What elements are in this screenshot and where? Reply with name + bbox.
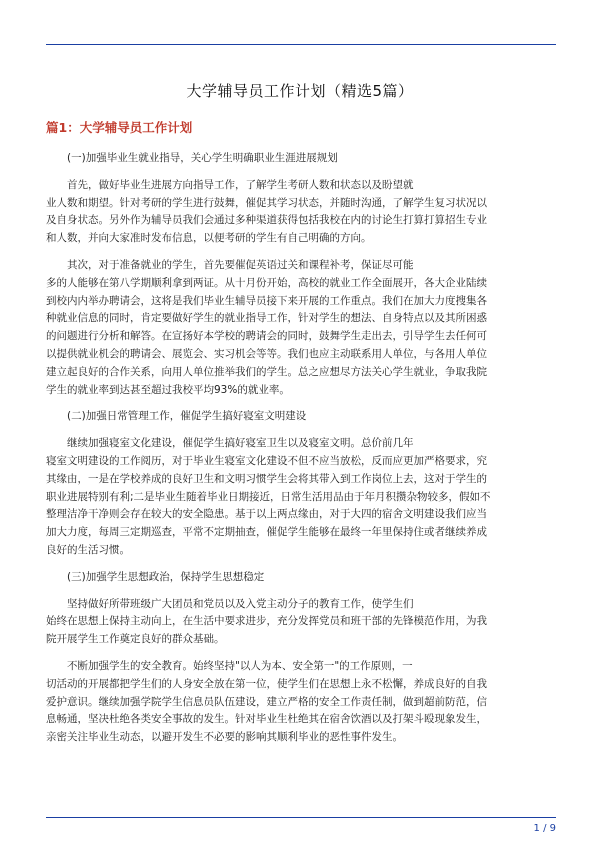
paragraph [46, 596, 556, 649]
text-line: 多的人能够在第八学期顺利拿到两证。从十月份开始，高校的就业工作全面展开，各大企业陆续 [46, 276, 487, 289]
paragraph-spacer [46, 168, 556, 177]
text-line: 息畅通，坚决杜绝各类安全事故的发生。针对毕业生杜绝其在宿舍饮酒以及打架斗殴现象发生， [46, 713, 487, 726]
text-line: 加大力度，每周三定期巡查，平常不定期抽查，催促学生能够在最终一年里保持住或者继续养成 [46, 526, 487, 539]
text-line: 的问题进行分析和解答。在宣扬好本学校的聘请会的同时，鼓舞学生走出去，引导学生去任何可 [46, 330, 487, 343]
text-line: 爱护意识。继续加强学院学生信息员队伍建设，建立严格的安全工作责任制，做到超前防范，信 [46, 695, 487, 708]
text-line: 亲密关注毕业生动态，以避开发生不必要的影响其顺利毕业的恶性事件发生。 [46, 731, 403, 744]
text-line: 继续加强寝室文化建设，催促学生搞好寝室卫生以及寝室文明。总价前几年 [67, 437, 414, 450]
section-title: 篇1：大学辅导员工作计划 [46, 120, 193, 135]
text-line: 不断加强学生的安全教育。始终坚持"以人为本、安全第一"的工作原则，一 [67, 659, 413, 672]
text-line: 首先，做好毕业生进展方向指导工作，了解学生考研人数和状态以及盼望就 [67, 178, 414, 191]
text-line: 院开展学生工作奠定良好的群众基础。 [46, 633, 225, 646]
text-line: 良好的生活习惯。 [46, 543, 130, 556]
text-line: 坚持做好所带班级广大团员和党员以及入党主动分子的教育工作，使学生们 [67, 597, 414, 610]
paragraph-spacer [46, 587, 556, 596]
text-line: 整理洁净干净则会存在较大的安全隐患。基于以上两点缘由，对于大四的宿舍文明建设我们应当 [46, 508, 487, 521]
text-line: 其缘由，一是在学校养成的良好卫生和文明习惯学生会将其带入到工作岗位上去，这对于学生的 [46, 472, 487, 485]
text-line: 到校内内举办聘请会，这将是我们毕业生辅导员接下来开展的工作重点。我们在加大力度搜集各 [46, 294, 487, 307]
document-title: 大学辅导员工作计划（精选5篇） [186, 82, 414, 100]
paragraph-spacer [46, 399, 556, 408]
paragraph-spacer [46, 649, 556, 658]
paragraph [46, 177, 556, 248]
text-line: 始终在思想上保持主动向上，在生活中要求进步，充分发挥党员和班干部的先锋模范作用，为我 [46, 615, 487, 628]
footer-rule [46, 817, 556, 818]
text-line: 和人数，并向大家准时发布信息，以便考研的学生有自己明确的方向。 [46, 232, 372, 245]
text-line: 业人数和期望。针对考研的学生进行鼓舞，催促其学习状态，并随时沟通，了解学生复习状况以 [46, 196, 487, 209]
text-line: 职业进展特别有利;二是毕业生随着毕业日期接近，日常生活用品由于年月积攒杂物较多，假如不 [46, 490, 491, 503]
text-line: 及自身状态。另外作为辅导员我们会通过多种渠道获得包括我校在内的讨论生打算打算招生专业 [46, 214, 487, 227]
paragraph-spacer [46, 248, 556, 257]
subheading [46, 150, 556, 168]
text-line: 建立起良好的合作关系，向用人单位推举我们的学生。总之应想尽方法关心学生就业，争取我院 [46, 365, 487, 378]
paragraph [46, 435, 556, 560]
paragraph [46, 257, 556, 399]
text-line: 其次，对于准备就业的学生，首先要催促英语过关和课程补考，保证尽可能 [67, 258, 414, 271]
text-line: 以提供就业机会的聘请会、展览会、实习机会等等。我们也应主动联系用人单位，与各用人单位 [46, 347, 487, 360]
text-line: (二)加强日常管理工作，催促学生搞好寝室文明建设 [67, 410, 307, 423]
text-line: 切活动的开展都把学生们的人身安全放在第一位，使学生们在思想上永不松懈，养成良好的自我 [46, 677, 487, 690]
text-line: (三)加强学生思想政治，保持学生思想稳定 [67, 570, 265, 583]
subheading [46, 569, 556, 587]
header-rule [46, 44, 556, 45]
text-line: 种就业信息的同时，肯定要做好学生的就业指导工作，针对学生的想法、自身特点以及其所困惑 [46, 312, 487, 325]
paragraph-spacer [46, 426, 556, 435]
text-line: (一)加强毕业生就业指导，关心学生明确职业生涯进展规划 [67, 152, 338, 164]
page-indicator: 1 / 9 [533, 823, 556, 834]
text-line: 学生的就业率到达甚至超过我校平均93%的就业率。 [46, 383, 290, 396]
subheading [46, 408, 556, 426]
document-body [46, 150, 556, 747]
paragraph [46, 658, 556, 747]
paragraph-spacer [46, 560, 556, 569]
text-line: 寝室文明建设的工作阅历，对于毕业生寝室文化建设不但不应当放松，反而应更加严格要求，究 [46, 454, 487, 467]
